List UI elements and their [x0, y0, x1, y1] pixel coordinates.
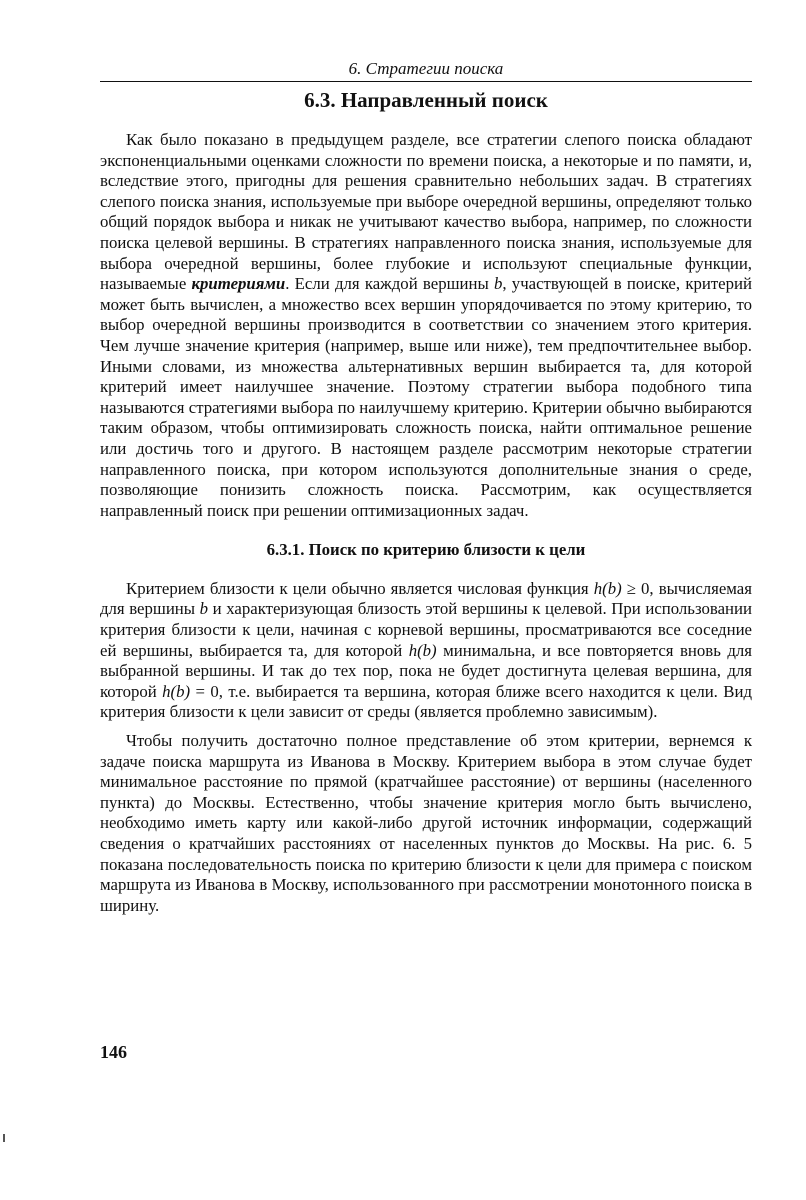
- text-run: Как было показано в предыдущем разделе, все стратегии слепого поиска обладают экспоненциальными оценками сложности по времени поиска, а некоторые и по памяти, и, вследствие этого, пригодны для решения сравнительно небольших задач. В стратегиях слепого поиска знания, используемые при выборе очередной вершины, определяют только общий порядок выбора и никак не учитывают качество выбора, например, по сложности поиска целевой вершины. В стратегиях направленного поиска знания, используемые для выбора очередной вершины, более глубокие и используют специальные функции, называемые: [100, 130, 752, 294]
- paragraph-example: Чтобы получить достаточно полное представление об этом критерии, вернемся к задаче поиска маршрута из Иванова в Москву. Критерием выбора в этом случае будет минимальное расстояние по прямой (кратчайшее расстояние) от вершины (населенного пункта) до Москвы. Естественно, чтобы значение критерия могло быть вычислено, необходимо иметь карту или какой-либо другой источник информации, содержащий сведения о кратчайших расстояниях от населенных пунктов до Москвы. На рис. 6. 5 показана последовательность поиска по критерию близости к цели для примера с поиском маршрута из Иванова в Москву, использованного при рассмотрении монотонного поиска в ширину.: [100, 731, 752, 915]
- section-title: 6.3. Направленный поиск: [304, 88, 548, 112]
- page-number: 146: [100, 1042, 127, 1062]
- variable: b: [199, 599, 209, 619]
- term-emphasis: критериями: [191, 274, 286, 294]
- paragraph-intro: [100, 130, 752, 521]
- variable: b: [493, 274, 503, 294]
- text-run: ≥ 0, вычисляемая для вершины: [100, 578, 752, 619]
- text-run: = 0, т.е. выбирается та вершина, которая ближе всего находится к цели. Вид критерия близости к цели зависит от среды (является проблемно зависимым).: [100, 681, 752, 722]
- running-head: 6. Стратегии поиска: [348, 59, 504, 78]
- text-run: и характеризующая близость этой вершины к целевой. При использовании критерия близости к цели, начиная с корневой вершины, просматриваются все соседние ей вершины, выбирается та, для которой: [100, 599, 752, 660]
- text-run: , участвующей в поиске, критерий может быть вычислен, а множество всех вершин упорядочивается по этому критерию, то выбор очередной вершины производится в соответствии со значением этого критерия. Чем лучше значение критерия (например, выше или ниже), тем предпочтительнее выбор. Иными словами, из множества альтернативных вершин выбирается та, для которой критерий имеет наилучшее значение. Поэтому стратегии выбора подобного типа называются стратегиями выбора по наилучшему критерию. Критерии обычно выбираются таким образом, чтобы оптимизировать сложность поиска, найти оптимальное решение или достичь того и другого. В настоящем разделе рассмотрим некоторые стратегии направленного поиска, при котором используются дополнительные знания о среде, позволяющие понизить сложность поиска. Рассмотрим, как осуществляется направленный поиск при решении оптимизационных задач.: [100, 274, 752, 520]
- header-rule: [100, 81, 752, 82]
- subsection-title: 6.3.1. Поиск по критерию близости к цели: [266, 540, 586, 560]
- formula: h(b): [162, 681, 191, 701]
- paragraph-criterion: [100, 579, 752, 723]
- formula: h(b): [593, 578, 622, 598]
- text-run: Критерием близости к цели обычно является числовая функция: [126, 578, 594, 598]
- body-text: [100, 130, 752, 916]
- text-run: минимальна, и все повторяется вновь для выбранной вершины. И так до тех пор, пока не будет достигнута целевая вершина, для которой: [100, 640, 752, 701]
- text-run: . Если для каждой вершины: [285, 274, 494, 294]
- scan-mark: [3, 1134, 5, 1142]
- formula: h(b): [408, 640, 437, 660]
